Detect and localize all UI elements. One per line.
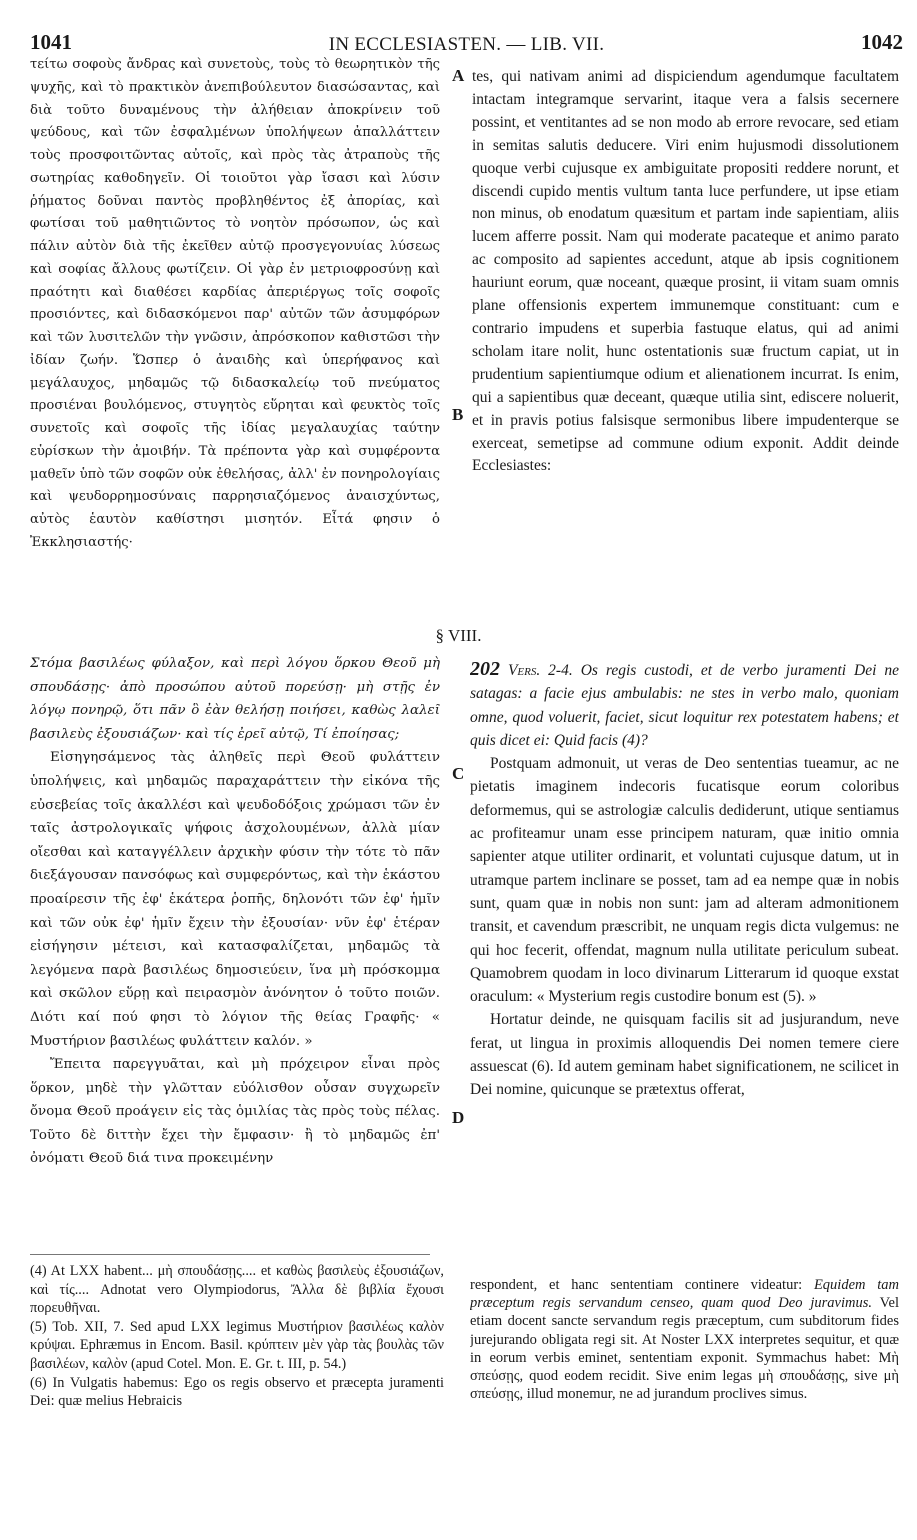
latin-column-bottom — [470, 658, 899, 1244]
footnote-rest: Vel etiam docent sancte servandum regis præceptum, cum subditorum fides jurejurando obligata regi sit. At Noster LXX interpretes sequitur, et quæ in eorum verbis eminet, sententiam exponit. Symmachus habet: Μὴ σπεύσῃς, quod eodem recidit. Sive enim legas μὴ σπουδάσῃς, sive μὴ σπεύσῃς, illud monemur, ne ad jurandum proclives simus. — [470, 1295, 899, 1403]
verse-label: Vers. 2-4. — [507, 662, 573, 679]
footnote-quote: Equidem tam præceptum regis servandum censeo, quam quod Deo juravimus. — [470, 1277, 899, 1312]
verse-text: Os regis custodi, et de verbo juramenti Dei ne satagas: a facie ejus ambulabis: ne stes in verbo malo, quoniam omne, quod voluerit, faciet, sicut loquitur rex potestatem habens; et quis dicet ei: Quid facis (4)? — [470, 662, 899, 749]
latin-column-top — [472, 66, 899, 616]
footnote-5: (5) Tob. XII, 7. Sed apud LXX legimus Μυστήριον βασιλέως καλὸν κρύψαι. Ephræmus in Encom. Basil. κρύπτειν μὲν γὰρ τὰς βουλὰς τῶν βασιλέων, καλὸν (apud Cotel. Mon. E. Gr. t. III, p. 54.) — [30, 1318, 444, 1372]
latin-paragraph: tes, qui nativam animi ad dispiciendum agendumque facultatem intactam integramque servarint, itaque vera a falsis secernere possint, et ventitantes ad se non modo ab errore revocare, sed etiam in semitas salutis deducere. Viri enim hujusmodi dissolutionem quoque verbi cujusque ex ambiguitate propositi reddere norunt, et discendi cupido mentis vultum tanta luce perfundere, ut ipse etiam non minus, ob enodatum quæsitum et partam inde sapientiam, aliis lucem afferre possit. Nam qui moderate pacateque et animo parato ac composito ad sapientes accedunt, atque ab ipsis cognitionem hauriunt eorum, quæ noceant, quæque prosint, ii vitam suam omnis plane offensionis expertem immunemque constituant: cum e contrario impudens et superbia fastuque elatus, qui ad animi scholam itare nolit, hunc ostentationis suæ fructum capiat, ut in prudentium sapientiumque odium et alienationem incurrat. Is enim, qui a sapientibus quæ deceant, quæque utilia sint, ediscere noluerit, et in pravis potius falsisque sermonibus libere impudenterque se exerceat, semetipse ad commune odium exponit. Addit deinde Ecclesiastes: — [472, 68, 899, 475]
footnotes-left — [30, 1262, 444, 1534]
margin-mark-b: B — [452, 405, 464, 424]
greek-paragraph: τείτω σοφοὺς ἄνδρας καὶ συνετοὺς, τοὺς τὸ θεωρητικὸν τῆς ψυχῆς, καὶ τὸ πρακτικὸν ἀνεπιβούλευτον διασώσαντας, καὶ διὰ τοῦτο δυναμένους τὴν ἀλήθειαν ἀποκρίνειν τοῦ ψεύδους, καὶ τῶν ἐσφαλμένων ὑπολήψεων ἀπαλλάττειν τοὺς προσφοιτῶντας αὐτοῖς, καὶ πρὸς τὰς ἀτραποὺς τῆς σωτηρίας καθοδηγεῖν. Οἱ τοιοῦτοι γὰρ ἴσασι καὶ λύσιν ῥήματος δοῦναι παντὸς προβληθέντος ἐξ ἀπορίας, καὶ φωτίσαι τοῦ μαθητιῶντος τὸ νοητὸν πρόσωπον, ὡς καὶ πάλιν αὐτὸν διὰ τῆς ἐκεῖθεν αὐτῷ προσγεγονυίας λύσεως καὶ σοφίας ἄλλους φωτίζειν. Οἱ γὰρ ἐν μετριοφροσύνῃ καὶ πραότητι καὶ διαθέσει καρδίας ἀπεριέργως τοῖς σοφοῖς προσιόντες, καὶ διδασκόμενοι παρ' αὐτῶν τῶν ἀσυμφόρων καὶ τῶν λυσιτελῶν τὴν γνῶσιν, ἀπρόσκοπον καθιστῶσι τὴν ἰδίαν ζωήν. Ὥσπερ ὁ ἀναιδὴς καὶ ὑπερήφανος καὶ μεγάλαυχος, μηδαμῶς τῷ διδασκαλείῳ τοῦ πνεύματος προσιέναι βουλόμενος, στυγητὸς εὕρηται καὶ φευκτὸς τοῖς συνετοῖς καὶ σοφοῖς τῆς ἰδίας μεγαλαυχίας ταύτην εὑρίσκων τὴν ἀμοιβήν. Τὰ πρέποντα γὰρ καὶ συμφέροντα μαθεῖν ὑπὸ τῶν σοφῶν οὐκ ἐθελήσας, ἀλλ' ἐν πονηρολογίαις καὶ ψευδορρημοσύναις παρρησιαζόμενος ἀναισχύντως, αὐτὸς ἑαυτὸν καθίστησι μισητόν. Εἶτά φησιν ὁ Ἐκκλησιαστής· — [30, 57, 440, 550]
column-number: 202 — [470, 658, 500, 680]
margin-mark-a: A — [452, 66, 465, 85]
margin-mark-c: C — [452, 764, 465, 783]
greek-commentary-2: Ἔπειτα παρεγγυᾶται, καὶ μὴ πρόχειρον εἶναι πρὸς ὅρκον, μηδὲ τὴν γλῶτταν εὐόλισθον οὖσαν συγχωρεῖν ὄνομα Θεοῦ προάγειν εἰς τὰς ὁμιλίας τὰς πρὸς τοὺς πέλας. Τοῦτο δὲ διττὴν ἔχει τὴν ἔμφασιν· ἢ τὸ μηδαμῶς ἐπ' ὀνόματι Θεοῦ διά τινα προκειμένην — [30, 1057, 440, 1167]
latin-commentary-1: Postquam admonuit, ut veras de Deo sententias tueamur, ac ne pietatis imaginem indecoris fucatisque eorum coloribus deformemus, qui se astrologiæ calculis dediderunt, utique sentiamus ac profiteamur unam esse principem naturam, quæ initio omnia sapienter atque utiliter ordinarit, et voluntati cujusque datum, ut in utramque partem inclinare se posset, tam ad ea nempe quæ in nobis sunt, quam quæ in nobis non sunt: jam ad alteram admonitionem transit, et cavendum præscribit, ne unquam regis dicta vulgemus: ne qui hoc fecerit, offendat, magnum nulla utilitate periculum subeat. Quamobrem quodam in loco divinarum Litterarum id quoque exstat oraculum: « Mysterium regis custodire bonum est (5). » — [470, 755, 899, 1006]
greek-commentary-1: Εἰσηγησάμενος τὰς ἀληθεῖς περὶ Θεοῦ φυλάττειν ὑπολήψεις, καὶ μηδαμῶς παραχαράττειν τὴν εἰκόνα τῆς εὐσεβείας τοῖς ἀκαλλέσι καὶ ψευδοδόξοις χρώμασι τῶν ἐν ταῖς ἀστρολογικαῖς ψήφοις ἀσχολουμένων, ἀλλὰ μίαν οἴεσθαι καὶ καταγγέλλειν ἀρχικὴν φύσιν τὴν τότε τὸ πᾶν διεξάγουσαν πανσόφως καὶ συμφερόντως, καὶ τὴν ἑκάστου προαίρεσιν τῆς ἐφ' ἑκάτερα ῥοπῆς, δηλονότι τῶν ἐφ' ἡμῖν καὶ τῶν οὐκ ἐφ' ἡμῖν ἔχειν τὴν ἐξουσίαν· νῦν ἐφ' ἑτέραν εἰσήγησιν μέτεισι, καὶ κατασφαλίζεται, μηδαμῶς τὰ λεγόμενα παρὰ βασιλέως δημοσιεύειν, ἵνα μὴ πρόσκομμα καὶ σκῶλον εὕρῃ καὶ πειρασμὸν ἀνόνητον ὁ τοῦτο ποιῶν. Διότι καί πού φησι τὸ λόγιον τῆς θείας Γραφῆς· « Μυστήριον βασιλέως φυλάττειν καλόν. » — [30, 750, 440, 1049]
footnote-rule — [30, 1254, 430, 1255]
latin-commentary-2: Hortatur deinde, ne quisquam facilis sit ad jusjurandum, neve ferat, ut lingua in proximis alloquendis Dei nomen temere ciere assuescat (6). Id autem geminam habet significationem, ne scilicet in Dei nomine, quicunque se prætextus offerat, — [470, 1011, 899, 1099]
section-heading: § VIII. — [435, 626, 482, 645]
page-number-left: 1041 — [30, 30, 72, 54]
greek-column-bottom — [30, 652, 440, 1248]
footnote-lead: respondent, et hanc sententiam continere videatur: — [470, 1277, 803, 1293]
footnotes-right — [470, 1276, 899, 1534]
greek-column-top — [30, 54, 440, 620]
margin-mark-d: D — [452, 1108, 465, 1127]
page-number-right: 1042 — [861, 30, 903, 54]
running-title: IN ECCLESIASTEN. — LIB. VII. — [328, 34, 605, 55]
greek-verse: Στόμα βασιλέως φύλαξον, καὶ περὶ λόγου ὅρκου Θεοῦ μὴ σπουδάσῃς· ἀπὸ προσώπου αὐτοῦ πορεύσῃ· μὴ στῇς ἐν λόγῳ πονηρῷ, ὅτι πᾶν ὃ ἐὰν θελήσῃ ποιήσει, καθὼς λαλεῖ βασιλεὺς ἐξουσιάζων· καὶ τίς ἐρεῖ αὐτῷ, Τί ἐποίησας; — [30, 656, 440, 742]
footnote-4: (4) At LXX habent... μὴ σπουδάσῃς.... et καθὼς βασιλεὺς ἐξουσιάζων, καὶ τίς.... Adnotat vero Olympiodorus, Ἄλλα δὲ βιβλία ἔχουσι πορευθῆναι. — [30, 1263, 444, 1317]
latin-verse — [470, 658, 899, 752]
footnote-6-continued — [470, 1276, 899, 1403]
footnote-6: (6) In Vulgatis habemus: Ego os regis observo et præcepta juramenti Dei: quæ melius Hebraicis — [30, 1374, 444, 1410]
